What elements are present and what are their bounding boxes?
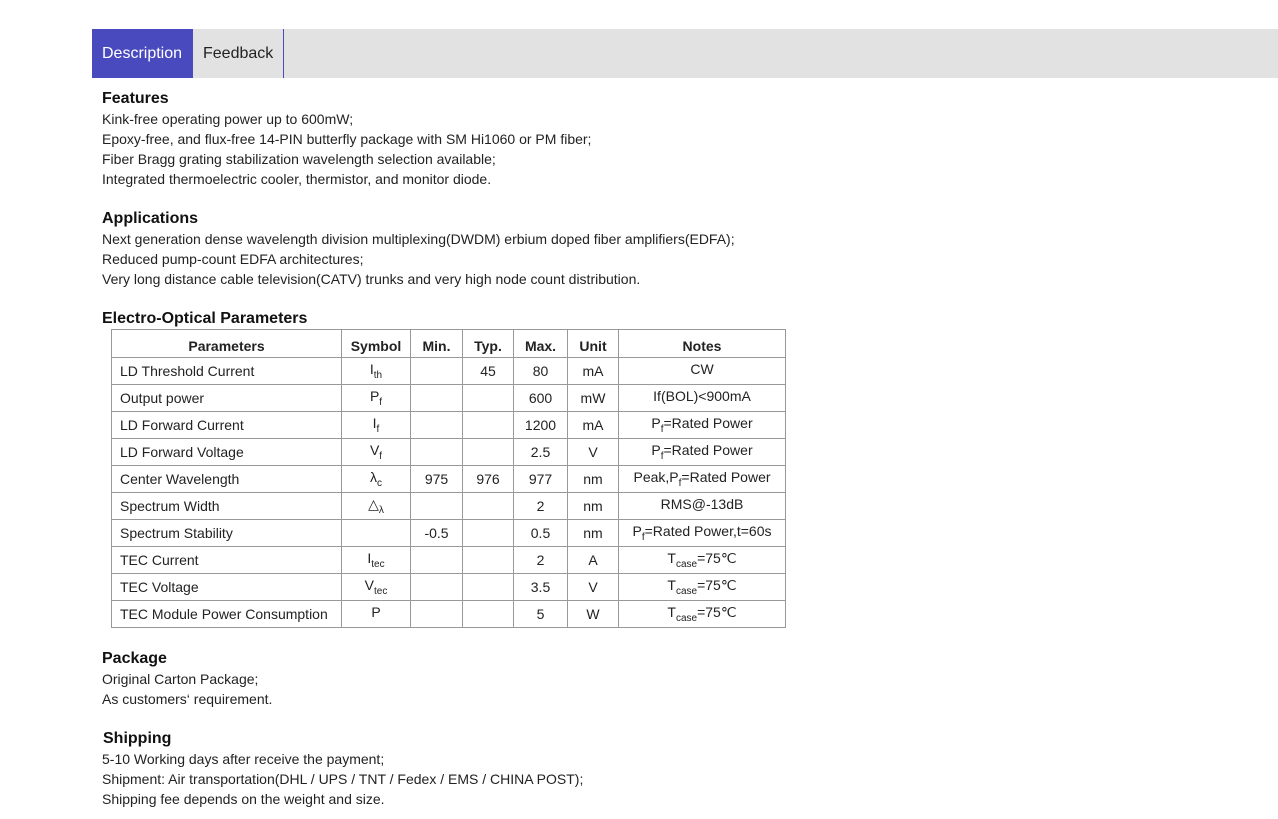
package-line: Original Carton Package; <box>102 671 259 687</box>
shipping-line: Shipment: Air transportation(DHL / UPS / TNT / Fedex / EMS / CHINA POST); <box>102 771 584 787</box>
table-row <box>112 466 786 493</box>
header-typ: Typ. <box>463 330 514 358</box>
header-notes: Notes <box>619 330 786 358</box>
param-name-cell: LD Threshold Current <box>112 358 342 385</box>
applications-line: Reduced pump-count EDFA architectures; <box>102 251 364 267</box>
min-cell: -0.5 <box>411 520 463 547</box>
table-row <box>112 493 786 520</box>
max-cell: 1200 <box>514 412 568 439</box>
param-name-cell: LD Forward Current <box>112 412 342 439</box>
max-cell: 977 <box>514 466 568 493</box>
symbol-cell: $P_f$ <box>342 385 411 412</box>
table-row <box>112 439 786 466</box>
table-row <box>112 601 786 628</box>
header-parameters: Parameters <box>112 330 342 358</box>
max-cell: 2 <box>514 493 568 520</box>
table-row <box>112 547 786 574</box>
notes-cell: $Peak,P_f=Rated$ Power <box>619 466 786 493</box>
unit-cell: nm <box>568 493 619 520</box>
notes-cell: CW <box>619 358 786 385</box>
table-row <box>112 358 786 385</box>
tab-feedback[interactable]: Feedback <box>193 29 284 78</box>
shipping-line: Shipping fee depends on the weight and size. <box>102 791 385 807</box>
package-line: As customers‘ requirement. <box>102 691 273 707</box>
notes-cell: $T_{case}=75℃$ <box>619 574 786 601</box>
typ-cell <box>463 385 514 412</box>
typ-cell <box>463 493 514 520</box>
max-cell: 2.5 <box>514 439 568 466</box>
unit-cell: nm <box>568 466 619 493</box>
max-cell: 80 <box>514 358 568 385</box>
min-cell <box>411 547 463 574</box>
max-cell: 600 <box>514 385 568 412</box>
min-cell: 975 <box>411 466 463 493</box>
table-row <box>112 412 786 439</box>
max-cell: 5 <box>514 601 568 628</box>
applications-title: Applications <box>102 210 199 227</box>
min-cell <box>411 412 463 439</box>
header-min: Min. <box>411 330 463 358</box>
tab-description[interactable]: Description <box>92 29 193 78</box>
notes-cell: If(BOL)<900mA <box>619 385 786 412</box>
notes-cell: $T_{case}=75℃$ <box>619 547 786 574</box>
param-name-cell: TEC Module Power Consumption <box>112 601 342 628</box>
symbol-cell: $V_{tec}$ <box>342 574 411 601</box>
symbol-cell: $I_{th}$ <box>342 358 411 385</box>
features-line: Fiber Bragg grating stabilization wavelength selection available; <box>102 151 496 167</box>
table-row <box>112 520 786 547</box>
typ-cell <box>463 601 514 628</box>
unit-cell: nm <box>568 520 619 547</box>
features-line: Epoxy-free, and flux-free 14-PIN butterfly package with SM Hi1060 or PM fiber; <box>102 131 592 147</box>
unit-cell: A <box>568 547 619 574</box>
typ-cell: 976 <box>463 466 514 493</box>
min-cell <box>411 493 463 520</box>
applications-line: Next generation dense wavelength division multiplexing(DWDM) erbium doped fiber amplifiers(EDFA); <box>102 231 735 247</box>
tab-bar <box>92 29 1278 78</box>
parameters-table <box>111 329 786 628</box>
param-name-cell: LD Forward Voltage <box>112 439 342 466</box>
min-cell <box>411 601 463 628</box>
unit-cell: V <box>568 439 619 466</box>
unit-cell: mW <box>568 385 619 412</box>
unit-cell: W <box>568 601 619 628</box>
max-cell: 3.5 <box>514 574 568 601</box>
notes-cell: $P_f=Rated$ Power,t=60s <box>619 520 786 547</box>
table-row <box>112 385 786 412</box>
notes-cell: RMS@-13dB <box>619 493 786 520</box>
typ-cell: 45 <box>463 358 514 385</box>
header-symbol: Symbol <box>342 330 411 358</box>
notes-cell: $P_f=Rated$ Power <box>619 439 786 466</box>
header-max: Max. <box>514 330 568 358</box>
max-cell: 2 <box>514 547 568 574</box>
parameters-title: Electro-Optical Parameters <box>102 310 308 327</box>
unit-cell: V <box>568 574 619 601</box>
min-cell <box>411 439 463 466</box>
table-row <box>112 574 786 601</box>
unit-cell: mA <box>568 412 619 439</box>
typ-cell <box>463 574 514 601</box>
param-name-cell: TEC Voltage <box>112 574 342 601</box>
param-name-cell: Spectrum Stability <box>112 520 342 547</box>
features-title: Features <box>102 90 169 107</box>
features-line: Kink-free operating power up to 600mW; <box>102 111 354 127</box>
symbol-cell: $\lambda_c$ <box>342 466 411 493</box>
package-title: Package <box>102 650 167 667</box>
description-content <box>102 89 1202 809</box>
notes-cell: $T_{case}=75℃$ <box>619 601 786 628</box>
features-line: Integrated thermoelectric cooler, thermistor, and monitor diode. <box>102 171 492 187</box>
table-header-row <box>112 330 786 358</box>
symbol-cell: $I_f$ <box>342 412 411 439</box>
param-name-cell: Center Wavelength <box>112 466 342 493</box>
applications-line: Very long distance cable television(CATV) trunks and very high node count distribution. <box>102 271 641 287</box>
typ-cell <box>463 520 514 547</box>
unit-cell: mA <box>568 358 619 385</box>
param-name-cell: TEC Current <box>112 547 342 574</box>
shipping-line: 5-10 Working days after receive the payment; <box>102 751 385 767</box>
min-cell <box>411 574 463 601</box>
symbol-cell: $\triangle_\lambda$ <box>342 493 411 520</box>
min-cell <box>411 358 463 385</box>
symbol-cell: $V_f$ <box>342 439 411 466</box>
max-cell: 0.5 <box>514 520 568 547</box>
symbol-cell: $I_{tec}$ <box>342 547 411 574</box>
param-name-cell: Output power <box>112 385 342 412</box>
notes-cell: $P_f=Rated$ Power <box>619 412 786 439</box>
min-cell <box>411 385 463 412</box>
typ-cell <box>463 412 514 439</box>
typ-cell <box>463 439 514 466</box>
symbol-cell <box>342 520 411 547</box>
header-unit: Unit <box>568 330 619 358</box>
symbol-cell: P <box>342 601 411 628</box>
param-name-cell: Spectrum Width <box>112 493 342 520</box>
shipping-title: Shipping <box>103 730 172 747</box>
typ-cell <box>463 547 514 574</box>
